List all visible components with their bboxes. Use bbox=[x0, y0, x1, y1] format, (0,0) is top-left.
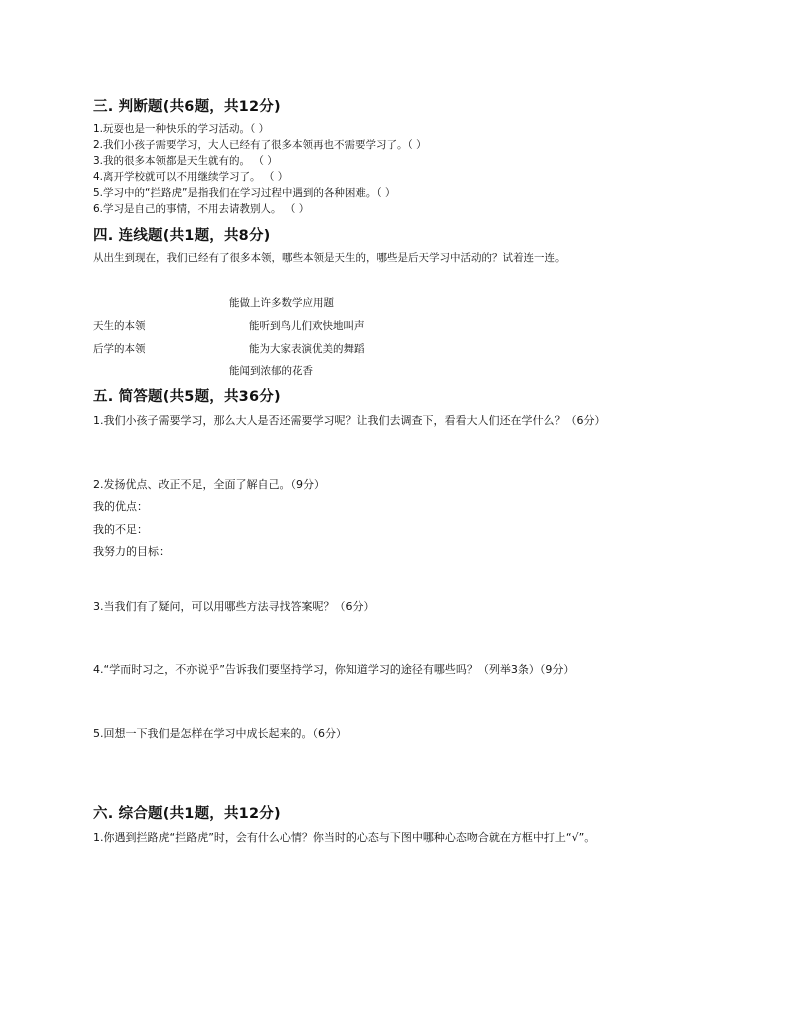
matching-right-item-2: 能听到鸟儿们欢快地叫声 bbox=[249, 320, 365, 332]
section-3-title: 三. 判断题(共6题，共12分) bbox=[93, 99, 281, 115]
section-6-title: 六. 综合题(共1题，共12分) bbox=[93, 806, 281, 822]
short-answer-q4: 4.“学而时习之，不亦说乎”告诉我们要坚持学习，你知道学习的途径有哪些吗？（列举3条）（9分） bbox=[93, 663, 575, 676]
q2-goal-label: 我努力的目标： bbox=[93, 545, 170, 558]
judge-item-4: 4.离开学校就可以不用继续学习了。 （ ） bbox=[93, 171, 289, 183]
short-answer-q1: 1.我们小孩子需要学习，那么大人是否还需要学习呢？让我们去调查下，看看大人们还在学什么？（6分） bbox=[93, 414, 606, 427]
short-answer-q5: 5.回想一下我们是怎样在学习中成长起来的。（6分） bbox=[93, 727, 347, 740]
matching-prompt: 从出生到现在，我们已经有了很多本领，哪些本领是天生的，哪些是后天学习中活动的？试着连一连。 bbox=[93, 252, 566, 264]
judge-item-3: 3.我的很多本领都是天生就有的。 （ ） bbox=[93, 155, 278, 167]
judge-item-1: 1.玩耍也是一种快乐的学习活动。（ ） bbox=[93, 123, 270, 135]
judge-item-2: 2.我们小孩子需要学习，大人已经有了很多本领再也不需要学习了。（ ） bbox=[93, 139, 427, 151]
section-5-title: 五. 简答题(共5题，共36分) bbox=[93, 389, 281, 405]
judge-item-5: 5.学习中的“拦路虎”是指我们在学习过程中遇到的各种困难。（ ） bbox=[93, 187, 396, 199]
judge-item-6: 6.学习是自己的事情，不用去请教别人。 （ ） bbox=[93, 203, 310, 215]
matching-left-item-2: 后学的本领 bbox=[93, 343, 146, 355]
q2-weaknesses-label: 我的不足： bbox=[93, 523, 148, 536]
short-answer-q2: 2.发扬优点、改正不足，全面了解自己。（9分） bbox=[93, 478, 325, 491]
matching-left-item-1: 天生的本领 bbox=[93, 320, 146, 332]
section-4-title: 四. 连线题(共1题，共8分) bbox=[93, 228, 271, 244]
comprehensive-q1: 1.你遇到拦路虎“拦路虎”时，会有什么心情？你当时的心态与下图中哪种心态吻合就在方框中打上“√”。 bbox=[93, 831, 596, 844]
matching-right-item-3: 能为大家表演优美的舞蹈 bbox=[249, 343, 365, 355]
short-answer-q3: 3.当我们有了疑问，可以用哪些方法寻找答案呢？（6分） bbox=[93, 600, 375, 613]
matching-right-item-1: 能做上许多数学应用题 bbox=[229, 297, 334, 309]
q2-strengths-label: 我的优点： bbox=[93, 500, 148, 513]
matching-right-item-4: 能闻到浓郁的花香 bbox=[229, 365, 313, 377]
